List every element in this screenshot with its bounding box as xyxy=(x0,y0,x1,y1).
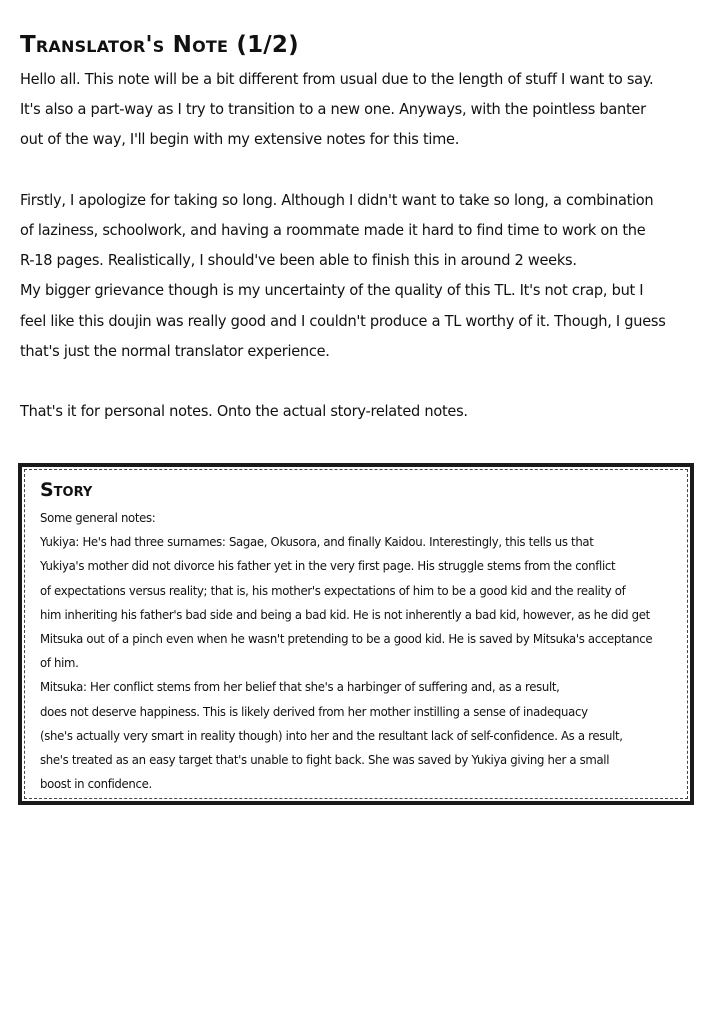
intro-text xyxy=(20,64,669,426)
story-notes-text xyxy=(40,506,691,796)
intro-line: that's just the normal translator experience. xyxy=(20,341,330,360)
story-line: does not deserve happiness. This is likely derived from her mother instilling a sense of inadequacy xyxy=(40,703,588,719)
intro-line: of laziness, schoolwork, and having a roommate made it hard to find time to work on the xyxy=(20,221,646,239)
intro-line: It's also a part-way as I try to transition to a new one. Anyways, with the pointless banter xyxy=(20,100,646,119)
intro-line: feel like this doujin was really good and I couldn't produce a TL worthy of it. Though, I guess xyxy=(20,311,666,330)
intro-line: That's it for personal notes. Onto the actual story-related notes. xyxy=(20,402,468,421)
intro-line: Firstly, I apologize for taking so long. Although I didn't want to take so long, a combination xyxy=(20,190,654,209)
story-line: of him. xyxy=(40,655,79,671)
paragraph-gap xyxy=(20,155,669,185)
story-line: Yukiya's mother did not divorce his father yet in the very first page. His struggle stems from the conflict xyxy=(40,558,616,574)
story-line: of expectations versus reality; that is, his mother's expectations of him to be a good kid and the reality of xyxy=(40,582,626,598)
story-line: Mitsuka: Her conflict stems from her belief that she's a harbinger of suffering and, as a result, xyxy=(40,679,560,695)
paragraph-gap xyxy=(20,366,669,396)
story-line: (she's actually very smart in reality though) into her and the resultant lack of self-confidence. As a result, xyxy=(40,727,623,743)
story-line: Yukiya: He's had three surnames: Sagae, Okusora, and finally Kaidou. Interestingly, this tells us that xyxy=(40,534,594,550)
story-line: Some general notes: xyxy=(40,510,156,525)
intro-line: Hello all. This note will be a bit different from usual due to the length of stuff I want to say. xyxy=(20,70,654,88)
story-heading: Story xyxy=(40,479,93,501)
story-line: boost in confidence. xyxy=(40,776,152,792)
page-title: Translator's Note (1/2) xyxy=(20,32,299,58)
intro-line: My bigger grievance though is my uncertainty of the quality of this TL. It's not crap, but I xyxy=(20,281,644,300)
intro-line: R-18 pages. Realistically, I should've been able to finish this in around 2 weeks. xyxy=(20,251,577,270)
intro-line: out of the way, I'll begin with my extensive notes for this time. xyxy=(20,130,460,149)
story-line: him inheriting his father's bad side and being a bad kid. He is not inherently a bad kid, however, as he did get xyxy=(40,606,650,622)
story-line: Mitsuka out of a pinch even when he wasn't pretending to be a good kid. He is saved by Mitsuka's acceptance xyxy=(40,631,653,647)
story-line: she's treated as an easy target that's unable to fight back. She was saved by Yukiya giving her a small xyxy=(40,752,610,768)
